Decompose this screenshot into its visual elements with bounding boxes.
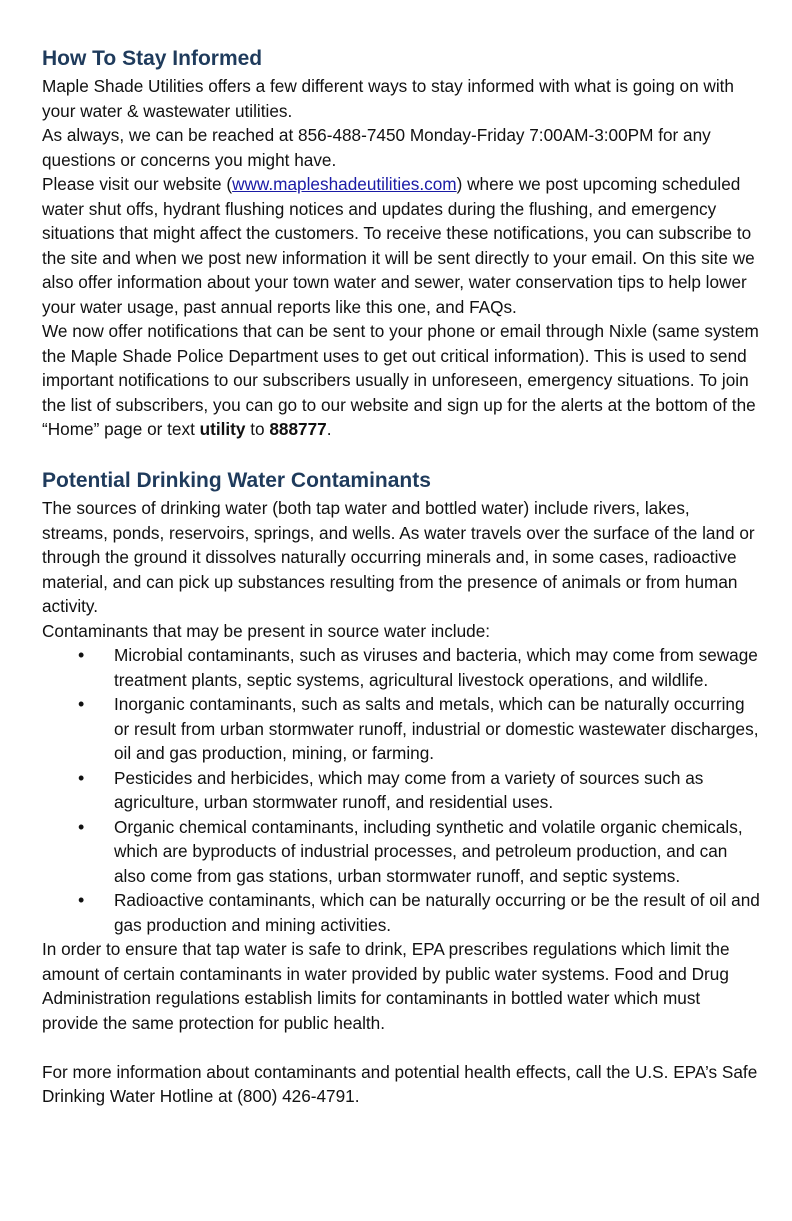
paragraph-sources: The sources of drinking water (both tap water and bottled water) include rivers, lakes, streams, ponds, reservoirs, springs, and wells. As water travels over the surface of the land or through the ground it dissolves naturally occurring minerals and, in some cases, radioactive material, and can pick up substances resulting from the presence of animals or from human activity. [42, 498, 755, 616]
list-item [42, 815, 760, 889]
list-item [42, 692, 760, 766]
paragraph-contact: As always, we can be reached at 856-488-7450 Monday-Friday 7:00AM-3:00PM for any questions or concerns you might have. [42, 125, 711, 170]
document-page [42, 44, 760, 1109]
bullet-icon: • [78, 694, 85, 714]
paragraph-website [42, 172, 760, 319]
list-item-text: Radioactive contaminants, which can be naturally occurring or be the result of oil and gas production and mining activities. [114, 890, 760, 935]
contaminants-list [42, 643, 760, 937]
list-item [42, 643, 760, 692]
paragraph-intro: Maple Shade Utilities offers a few different ways to stay informed with what is going on with your water & wastewater utilities. [42, 76, 734, 121]
bullet-icon: • [78, 816, 85, 837]
bullet-icon: • [78, 890, 85, 910]
paragraph-list-intro: Contaminants that may be present in source water include: [42, 620, 491, 641]
website-text-before: Please visit our website ( [42, 174, 233, 194]
nixle-text-mid: to [245, 419, 270, 439]
text-keyword: utility [199, 419, 246, 439]
spacer [42, 1035, 760, 1060]
list-item-text: Organic chemical contaminants, including synthetic and volatile organic chemicals, which are byproducts of industrial processes, and petroleum production, and can also come from gas stations, urban stormwater runoff, and septic systems. [114, 816, 743, 886]
section-heading-contaminants: Potential Drinking Water Contaminants [42, 469, 431, 492]
bullet-icon: • [78, 767, 85, 788]
bullet-icon: • [78, 645, 85, 665]
list-item-text: Microbial contaminants, such as viruses and bacteria, which may come from sewage treatment plants, septic systems, agricultural livestock operations, and wildlife. [114, 645, 758, 690]
paragraph-hotline: For more information about contaminants and potential health effects, call the U.S. EPA’s Safe Drinking Water Hotline at (800) 426-4791. [42, 1061, 758, 1106]
website-text-after: ) where we post upcoming scheduled water shut offs, hydrant flushing notices and updates during the flushing, and emergency situations that might affect the customers. To receive these notifications, you can subscribe to the site and when we post new information it will be sent directly to your email. On this site we also offer information about your town water and sewer, water conservation tips to help lower your water usage, past annual reports like this one, and FAQs. [42, 174, 755, 317]
paragraph-nixle [42, 319, 760, 442]
text-shortcode: 888777 [269, 419, 327, 439]
nixle-text: We now offer notifications that can be sent to your phone or email through Nixle (same system the Maple Shade Police Department uses to get out critical information). This is used to send important notifications to our subscribers usually in unforeseen, emergency situations. To join the list of subscribers, you can go to our website and sign up for the alerts at the bottom of the “Home” page or text [42, 321, 759, 439]
section-heading-stay-informed: How To Stay Informed [42, 47, 263, 70]
list-item [42, 766, 760, 815]
nixle-text-end: . [326, 419, 332, 439]
paragraph-epa-regulations: In order to ensure that tap water is safe to drink, EPA prescribes regulations which limit the amount of certain contaminants in water provided by public water systems. Food and Drug Administration regulations establish limits for contaminants in bottled water which must provide the same protection for public health. [42, 939, 730, 1033]
list-item-text: Pesticides and herbicides, which may come from a variety of sources such as agriculture, urban stormwater runoff, and residential uses. [114, 767, 704, 812]
spacer [42, 442, 760, 467]
website-link[interactable]: www.mapleshadeutilities.com [232, 174, 457, 194]
list-item-text: Inorganic contaminants, such as salts and metals, which can be naturally occurring or result from urban stormwater runoff, industrial or domestic wastewater discharges, oil and gas production, mining, or farming. [114, 694, 759, 763]
list-item [42, 888, 760, 937]
